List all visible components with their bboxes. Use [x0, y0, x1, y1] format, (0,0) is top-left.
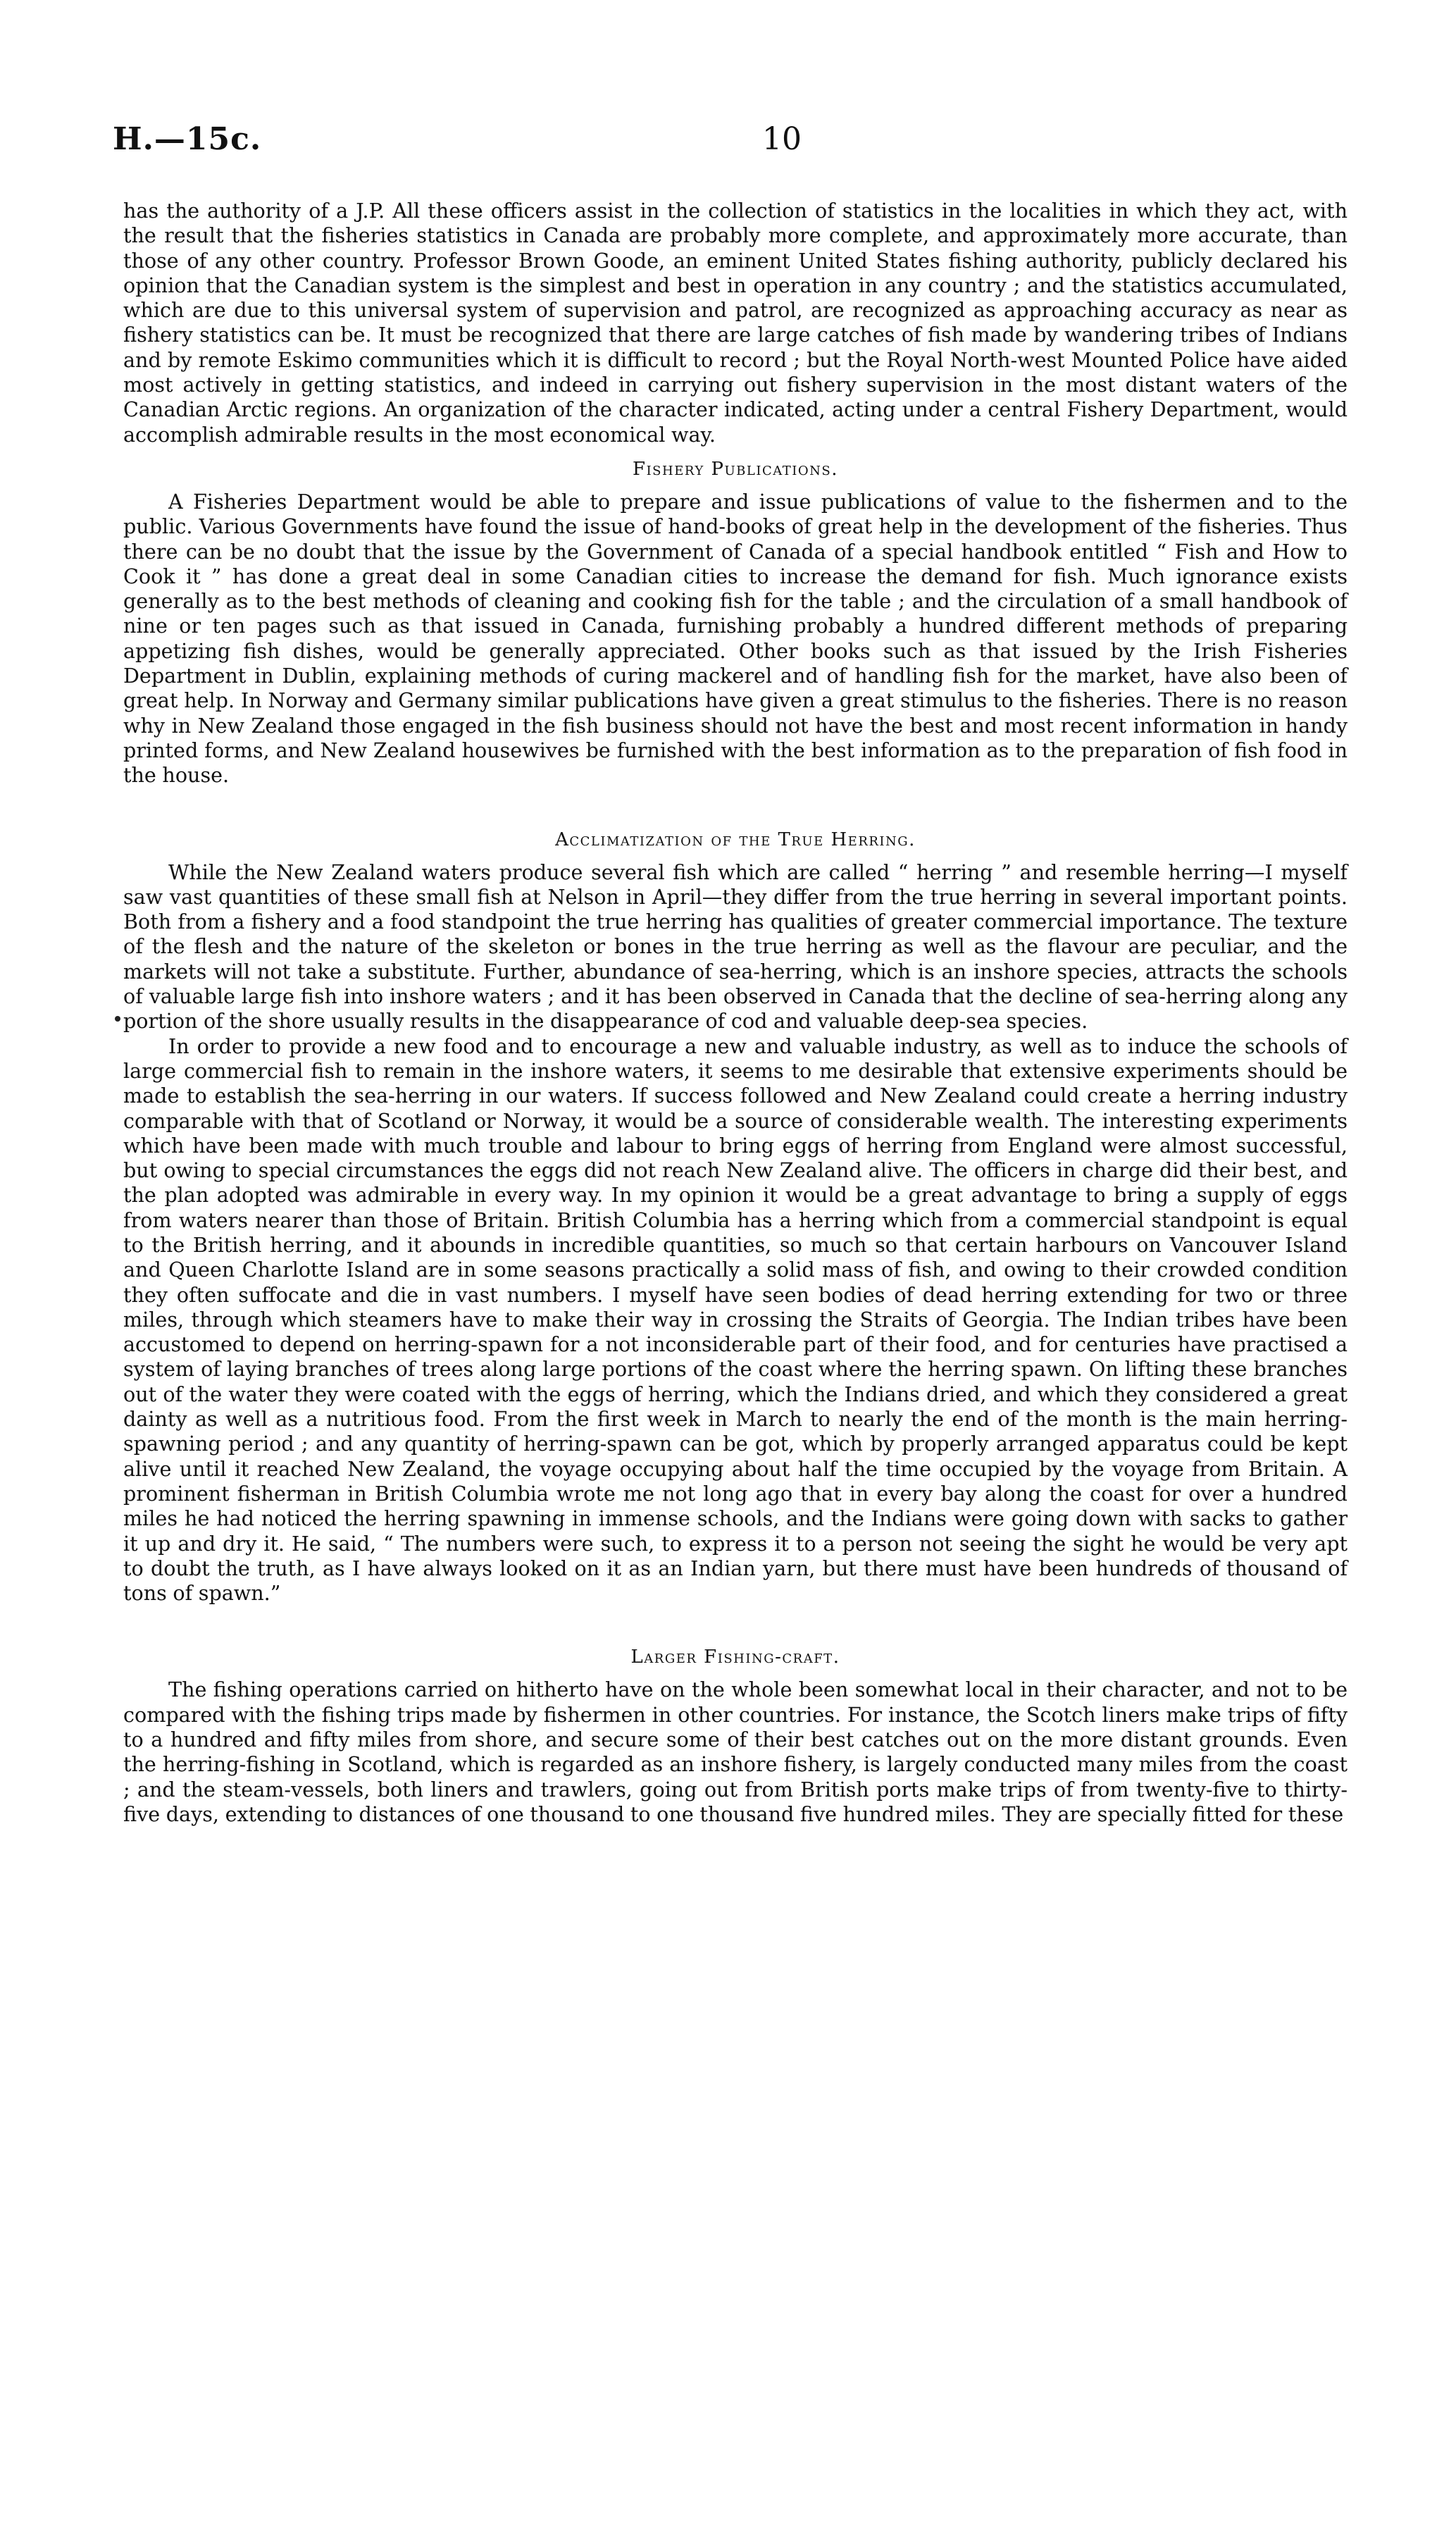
- section-heading-true-herring: Acclimatization of the True Herring.: [555, 829, 916, 850]
- craft-paragraph: The fishing operations carried on hitherto have on the whole been somewhat local in their character, and not to be compared with the fishing trips made by fishermen in other countries. For instance, the Scotch liners make trips of fifty to a hundred and fifty miles from shore, and secure some of their best catches out on the more distant grounds. Even the herring-fishing in Scotland, which is regarded as an inshore fishery, is largely conducted many miles from the coast ; and the steam-vessels, both liners and trawlers, going out from British ports make trips of from twenty-five to thirty-five days, extending to distances of one thousand to one thousand five hundred miles. They are specially fitted for these: [123, 1678, 1348, 1826]
- page-number: 10: [762, 121, 802, 157]
- herring-paragraph-1: While the New Zealand waters produce several fish which are called “ herring ” and resemble herring—I myself saw vast quantities of these small fish at Nelson in April—they differ from the true herring in several important points. Both from a fishery and a food standpoint the true herring has qualities of greater commercial importance. The texture of the flesh and the nature of the skeleton or bones in the true herring as well as the flavour are peculiar, and the markets will not take a substitute. Further, abundance of sea-herring, which is an inshore species, attracts the schools of valuable large fish into inshore waters ; and it has been observed in Canada that the decline of sea-herring along any portion of the shore usually results in the disappearance of cod and valuable deep-sea species.: [123, 860, 1348, 1034]
- publications-paragraph: A Fisheries Department would be able to prepare and issue publications of value to the fishermen and to the public. Various Governments have found the issue of hand-books of great help in the development of the fisheries. Thus there can be no doubt that the issue by the Government of Canada of a special handbook entitled “ Fish and How to Cook it ” has done a great deal in some Canadian cities to increase the demand for fish. Much ignorance exists generally as to the best methods of cleaning and cooking fish for the table ; and the circulation of a small handbook of nine or ten pages such as that issued in Canada, furnishing probably a hundred different methods of preparing appetizing fish dishes, would be generally appreciated. Other books such as that issued by the Irish Fisheries Department in Dublin, explaining methods of curing mackerel and of handling fish for the market, have also been of great help. In Norway and Germany similar publications have given a great stimulus to the fisheries. There is no reason why in New Zealand those engaged in the fish business should not have the best and most recent information in handy printed forms, and New Zealand housewives be furnished with the best information as to the preparation of fish food in the house.: [123, 489, 1348, 788]
- margin-bullet-mark: [115, 1016, 120, 1022]
- document-code: H.—15c.: [113, 121, 262, 157]
- section-heading-fishery-publications: Fishery Publications.: [633, 458, 838, 480]
- page-header: [113, 121, 1343, 163]
- intro-paragraph: has the authority of a J.P. All these officers assist in the collection of statistics in the localities in which they act, with the result that the fisheries statistics in Canada are probably more complete, and approximately more accurate, than those of any other country. Professor Brown Goode, an eminent United States fishing authority, publicly declared his opinion that the Canadian system is the simplest and best in operation in any country ; and the statistics accumulated, which are due to this universal system of supervision and patrol, are recognized as approaching accuracy as near as fishery statistics can be. It must be recognized that there are large catches of fish made by wandering tribes of Indians and by remote Eskimo communities which it is difficult to record ; but the Royal North-west Mounted Police have aided most actively in getting statistics, and indeed in carrying out fishery supervision in the most distant waters of the Canadian Arctic regions. An organization of the character indicated, acting under a central Fishery Department, would accomplish admirable results in the most economical way.: [123, 199, 1348, 447]
- section-heading-larger-fishing-craft: Larger Fishing-craft.: [630, 1647, 840, 1668]
- page-body: [123, 199, 1348, 1827]
- herring-paragraph-2: In order to provide a new food and to encourage a new and valuable industry, as well as to induce the schools of large commercial fish to remain in the inshore waters, it seems to me desirable that extensive experiments should be made to establish the sea-herring in our waters. If success followed and New Zealand could create a herring industry comparable with that of Scotland or Norway, it would be a source of considerable wealth. The interesting experiments which have been made with much trouble and labour to bring eggs of herring from England were almost successful, but owing to special circumstances the eggs did not reach New Zealand alive. The officers in charge did their best, and the plan adopted was admirable in every way. In my opinion it would be a great advantage to bring a supply of eggs from waters nearer than those of Britain. British Columbia has a herring which from a commercial standpoint is equal to the British herring, and it abounds in incredible quantities, so much so that certain harbours on Vancouver Island and Queen Charlotte Island are in some seasons practically a solid mass of fish, and owing to their crowded condition they often suffocate and die in vast numbers. I myself have seen bodies of dead herring extending for two or three miles, through which steamers have to make their way in crossing the Straits of Georgia. The Indian tribes have been accustomed to depend on herring-spawn for a not inconsiderable part of their food, and for centuries have practised a system of laying branches of trees along large portions of the coast where the herring spawn. On lifting these branches out of the water they were coated with the eggs of herring, which the Indians dried, and which they considered a great dainty as well as a nutritious food. From the first week in March to nearly the end of the month is the main herring-spawning period ; and any quantity of herring-spawn can be got, which by properly arranged apparatus could be kept alive until it reached New Zealand, the voyage occupying about half the time occupied by the voyage from Britain. A prominent fisherman in British Columbia wrote me not long ago that in every bay along the coast for over a hundred miles he had noticed the herring spawning in immense schools, and the Indians were going down with sacks to gather it up and dry it. He said, “ The numbers were such, to express it to a person not seeing the sight he would be very apt to doubt the truth, as I have always looked on it as an Indian yarn, but there must have been hundreds of thousand of tons of spawn.”: [123, 1034, 1348, 1606]
